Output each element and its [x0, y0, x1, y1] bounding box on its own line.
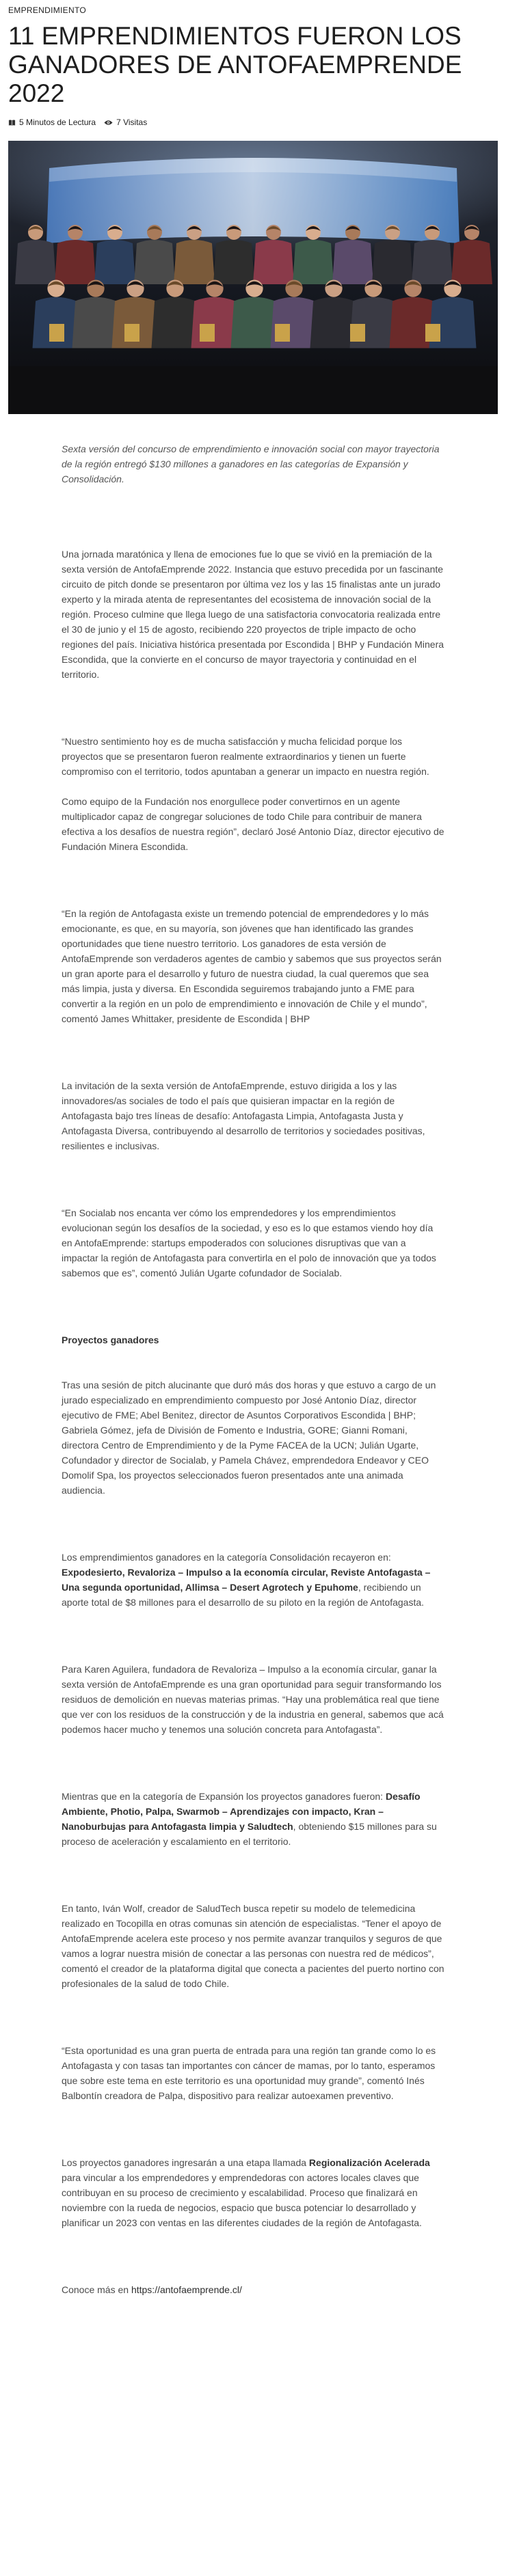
article-body	[62, 414, 444, 2297]
antofaemprende-link[interactable]: https://antofaemprende.cl/	[131, 2284, 242, 2295]
award-plaque	[200, 324, 215, 342]
article-lead: Sexta versión del concurso de emprendimiento e innovación social con mayor trayectoria de la región entregó $130 millones a ganadores en las categorías de Expansión y Consolidación.	[62, 443, 440, 484]
section-heading-winners: Proyectos ganadores	[62, 1334, 159, 1345]
award-plaque	[425, 324, 440, 342]
paragraph-2: “Nuestro sentimiento hoy es de mucha satisfacción y mucha felicidad porque los proyectos que se presentaron fueron realmente extraordinarios y tienen un fuerte compromiso con el territorio, todos apuntaban a generar un impacto en nuestra región.	[62, 736, 429, 777]
more-info-label: Conoce más en	[62, 2284, 131, 2295]
article-title: 11 EMPRENDIMIENTOS FUERON LOS GANADORES DE ANTOFAEMPRENDE 2022	[8, 22, 462, 107]
paragraph-4: “En la región de Antofagasta existe un tremendo potencial de emprendedores y lo más emocionante, es que, en su mayoría, son jóvenes que han identificado las grandes oportunidades que tiene nuestro territorio. Los ganadores de esta versión de AntofaEmprende son verdaderos agentes de cambio y sabemos que sus proyectos serán un gran aporte para el desarrollo y futuro de nuestra ciudad, la cual queremos que sea más limpia, justa y diversa. En Escondida seguiremos trabajando junto a FME para convertir a la región en un polo de emprendimiento e innovación de Chile y el mundo”, comentó James Whittaker, presidente de Escondida | BHP	[62, 908, 442, 1024]
paragraph-13-end: para vincular a los emprendedores y emprendedoras con actores locales claves que contribuyan en su proceso de crecimiento y escalabilidad. Proceso que finalizará en noviembre con la rueda de negocios, espacio que busca potenciar lo desarrollado y planificar un 2023 con ventas en las diferentes ciudades de la región de Antofagasta.	[62, 2172, 422, 2228]
book-icon	[8, 119, 16, 126]
paragraph-6: “En Socialab nos encanta ver cómo los emprendedores y los emprendimientos evolucionan según los desafíos de la sociedad, y eso es lo que estamos viendo hoy día en AntofaEmprende: startups empoderados con soluciones disruptivas que van a impactar la región de Antofagasta para convertirla en el polo de innovación que ya todos sabemos que es”, comentó Julián Ugarte cofundador de Socialab.	[62, 1207, 436, 1278]
article-page	[0, 5, 506, 2297]
paragraph-12: “Esta oportunidad es una gran puerta de entrada para una región tan grande como lo es Antofagasta y con tasas tan importantes con cáncer de mamas, por lo tanto, esperamos que sobre este tema en este territorio es una oportunidad muy grande”, comentó Inés Balbontín creadora de Palpa, dispositivo para realizar autoexamen preventivo.	[62, 2045, 436, 2101]
reading-time-label: 5 Minutos de Lectura	[19, 118, 96, 127]
paragraph-7: Tras una sesión de pitch alucinante que duró más dos horas y que estuvo a cargo de un jurado especializado en emprendimiento compuesto por José Antonio Díaz, director ejecutivo de FME; Abel Benitez, director de Asuntos Corporativos Escondida | BHP; Gabriela Gómez, jefa de División de Fomento e Industria, GORE; Gianni Romani, directora Centro de Emprendimiento y de la Pyme FACEA de la UCN; Julián Ugarte, Cofundador y director de Socialab, y Pamela Chávez, emprendedora Endeavor y CEO Domolif Spa, los proyectos seleccionados fueron presentados ante una animada audiencia.	[62, 1380, 436, 1496]
paragraph-8-end: , recibiendo un aporte total de $8 millones para el desarrollo de su piloto en la región de Antofagasta.	[62, 1582, 425, 1608]
paragraph-10	[62, 1789, 444, 1849]
paragraph-8	[62, 1550, 444, 1610]
award-plaque	[275, 324, 290, 342]
expansion-winners: Desafío Ambiente, Photio, Palpa, Swarmob – Aprendizajes con impacto, Kran – Nanoburbujas para Antofagasta limpia y Saludtech	[62, 1791, 421, 1832]
view-count-label: 7 Visitas	[116, 118, 148, 127]
award-plaque	[350, 324, 365, 342]
paragraph-3: Como equipo de la Fundación nos enorgullece poder convertirnos en un agente multiplicador capaz de congregar soluciones de todo Chile para contribuir de manera efectiva a los desafíos de nuestra región”, declaró José Antonio Díaz, director ejecutivo de Fundación Minera Escondida.	[62, 796, 444, 852]
award-plaque	[49, 324, 64, 342]
paragraph-5: La invitación de la sexta versión de AntofaEmprende, estuvo dirigida a los y las innovadores/as sociales de todo el país que quisieran impactar en la región de Antofagasta bajo tres líneas de desafío: Antofagasta Limpia, Antofagasta Justa y Antofagasta Diversa, contribuyendo al desarrollo de territorios y sociedades positivas, resilientes e inclusivas.	[62, 1080, 425, 1151]
more-info-line	[62, 2282, 444, 2297]
hero-photo	[8, 141, 498, 414]
award-plaque	[124, 324, 139, 342]
group-photo	[8, 141, 498, 414]
category-link[interactable]: EMPRENDIMIENTO	[8, 5, 86, 15]
consolidation-winners: Expodesierto, Revaloriza – Impulso a la economía circular, Reviste Antofagasta – Una segunda oportunidad, Allimsa – Desert Agrotech y Epuhome	[62, 1567, 431, 1593]
eye-icon	[104, 120, 113, 126]
paragraph-13	[62, 2155, 444, 2230]
accelerated-regionalization: Regionalización Acelerada	[308, 2157, 430, 2168]
article-meta	[8, 118, 506, 127]
paragraph-11: En tanto, Iván Wolf, creador de SaludTech busca repetir su modelo de telemedicina realizado en Tocopilla en otras comunas sin atención de especialistas. “Tener el apoyo de AntofaEmprende acelera este proceso y nos permite avanzar tranquilos y seguros de que vamos a lograr nuestra misión de conectar a las personas con nuestra red de médicos”, comentó el creador de la plataforma digital que conecta a pacientes del puerto nortino con profesionales de la salud de todo Chile.	[62, 1903, 444, 1989]
reading-time	[8, 118, 96, 127]
paragraph-10-intro: Mientras que en la categoría de Expansión los proyectos ganadores fueron:	[62, 1791, 386, 1802]
paragraph-10-end: , obteniendo $15 millones para su proceso de aceleración y escalamiento en el territorio.	[62, 1821, 437, 1847]
view-count	[104, 118, 147, 127]
paragraph-9: Para Karen Aguilera, fundadora de Revaloriza – Impulso a la economía circular, ganar la sexta versión de AntofaEmprende es una gran oportunidad para seguir transformando los residuos de demolición en nuevas materias primas. “Hay una problemática real que tiene que ver con los residuos de la construcción y de la industria en general, sabemos que acá podemos hacer mucho y tenemos una solución concreta para Antofagasta”.	[62, 1664, 444, 1735]
paragraph-13-intro: Los proyectos ganadores ingresarán a una etapa llamada	[62, 2157, 309, 2168]
paragraph-8-intro: Los emprendimientos ganadores en la categoría Consolidación recayeron en:	[62, 1552, 391, 1563]
paragraph-1: Una jornada maratónica y llena de emociones fue lo que se vivió en la premiación de la sexta versión de AntofaEmprende 2022. Instancia que estuvo precedida por un fascinante circuito de pitch donde se presentaron por última vez los y las 15 finalistas ante un jurado experto y la mirada atenta de representantes del ecosistema de innovación social de la región. Proceso culmine que llega luego de una satisfactoria convocatoria realizada entre el 30 de junio y el 15 de agosto, recibiendo 220 proyectos de triple impacto de ocho regiones del país. Iniciativa histórica presentada por Escondida | BHP y Fundación Minera Escondida, que la convierte en el concurso de mayor trayectoria y continuidad en el territorio.	[62, 549, 444, 680]
